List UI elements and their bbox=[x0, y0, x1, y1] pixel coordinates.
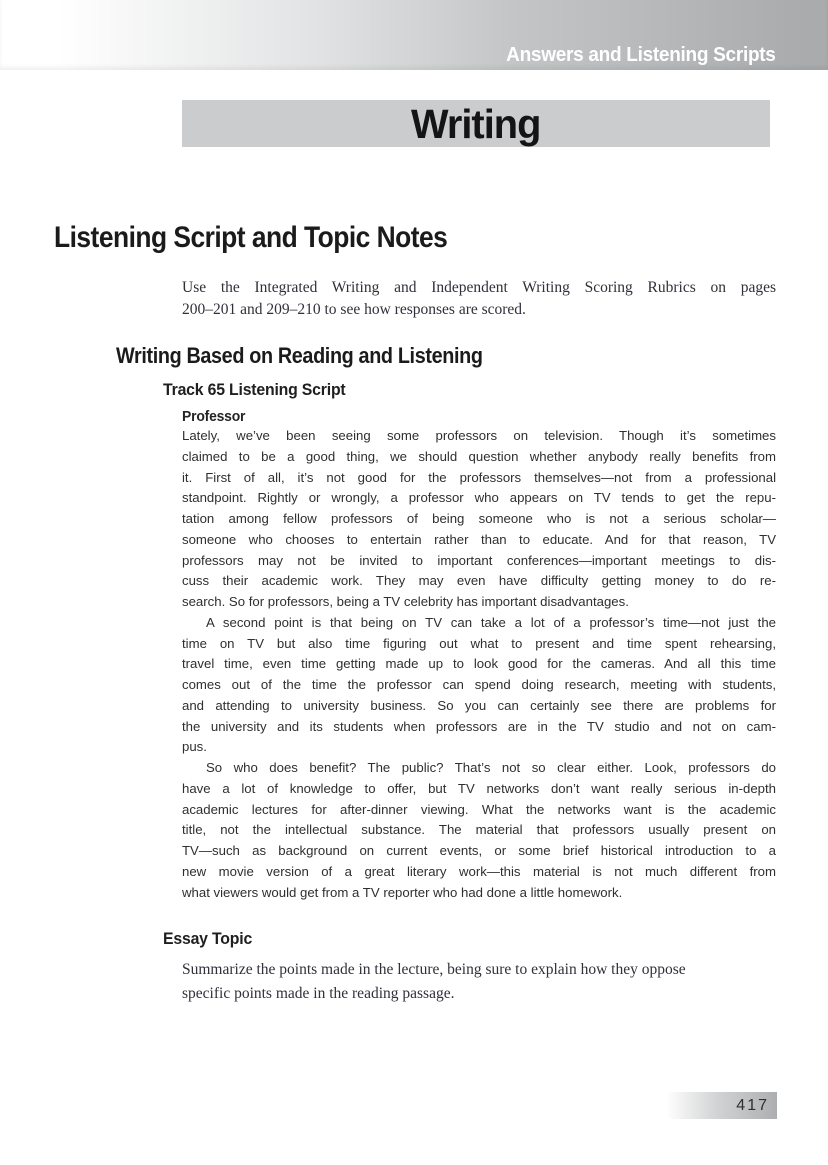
script-line: Lately, we’ve been seeing some professors on television. Though it’s sometimes bbox=[182, 428, 776, 443]
running-head-bar bbox=[0, 0, 828, 70]
script-line: the university and its students when professors are in the TV studio and not on cam- bbox=[182, 718, 776, 734]
script-line: cuss their academic work. They may even have difficulty getting money to do re- bbox=[182, 573, 776, 589]
script-line: and attending to university business. So you can certainly see there are problems for bbox=[182, 697, 776, 713]
intro-paragraph bbox=[182, 277, 776, 321]
essay-topic-heading: Essay Topic bbox=[163, 929, 253, 948]
script-line: professors may not be invited to important conferences—important meetings to dis- bbox=[182, 552, 776, 568]
chapter-banner bbox=[182, 100, 770, 147]
script-paragraph bbox=[182, 426, 776, 613]
script-paragraph bbox=[182, 613, 776, 758]
script-line: new movie version of a great literary work—this material is not much different from bbox=[182, 863, 776, 879]
essay-topic-paragraph bbox=[182, 958, 776, 1006]
script-line: what viewers would get from a TV reporter who had done a little homework. bbox=[182, 884, 623, 900]
track-heading: Track 65 Listening Script bbox=[163, 380, 346, 399]
intro-line: Use the Integrated Writing and Independent Writing Scoring Rubrics on pages bbox=[182, 279, 776, 296]
script-line: TV—such as background on current events, or some brief historical introduction to a bbox=[182, 843, 776, 858]
script-line: So who does benefit? The public? That’s not so clear either. Look, professors do bbox=[206, 760, 776, 775]
script-line: it. First of all, it’s not good for the professors themselves—not from a professional bbox=[182, 469, 776, 485]
script-line: A second point is that being on TV can take a lot of a professor’s time—not just the bbox=[206, 614, 776, 630]
page-number-bar bbox=[668, 1092, 777, 1119]
script-line: claimed to be a good thing, we should question whether anybody really benefits from bbox=[182, 448, 776, 464]
page-number: 417 bbox=[736, 1096, 769, 1114]
script-line: academic lectures for after-dinner viewing. What the networks want is the academic bbox=[182, 801, 776, 817]
script-paragraph bbox=[182, 758, 776, 903]
subsection-title: Writing Based on Reading and Listening bbox=[116, 343, 483, 368]
speaker-label: Professor bbox=[182, 409, 246, 425]
script-line: time on TV but also time figuring out what to present and time spent rehearsing, bbox=[182, 635, 776, 651]
script-line: have a lot of knowledge to offer, but TV networks don’t want really serious in-depth bbox=[182, 780, 776, 796]
script-line: tation among fellow professors of being someone who is not a serious scholar— bbox=[182, 511, 776, 526]
listening-script bbox=[182, 426, 776, 903]
intro-line: 200–201 and 209–210 to see how responses are scored. bbox=[182, 301, 526, 318]
script-line: comes out of the time the professor can spend doing research, meeting with students, bbox=[182, 677, 776, 692]
essay-line: specific points made in the reading passage. bbox=[182, 985, 455, 1002]
essay-line: Summarize the points made in the lecture, being sure to explain how they oppose bbox=[182, 961, 686, 978]
script-line: title, not the intellectual substance. The material that professors usually present on bbox=[182, 822, 776, 838]
script-line: search. So for professors, being a TV celebrity has important disadvantages. bbox=[182, 594, 629, 609]
script-line: pus. bbox=[182, 739, 207, 755]
script-line: travel time, even time getting made up to look good for the cameras. And all this time bbox=[182, 656, 776, 672]
script-line: someone who chooses to entertain rather than to educate. And for that reason, TV bbox=[182, 531, 776, 547]
chapter-banner-title: Writing bbox=[411, 100, 541, 147]
section-title: Listening Script and Topic Notes bbox=[54, 221, 448, 254]
running-head-title: Answers and Listening Scripts bbox=[506, 44, 776, 66]
script-line: standpoint. Rightly or wrongly, a professor who appears on TV tends to get the repu- bbox=[182, 490, 776, 506]
